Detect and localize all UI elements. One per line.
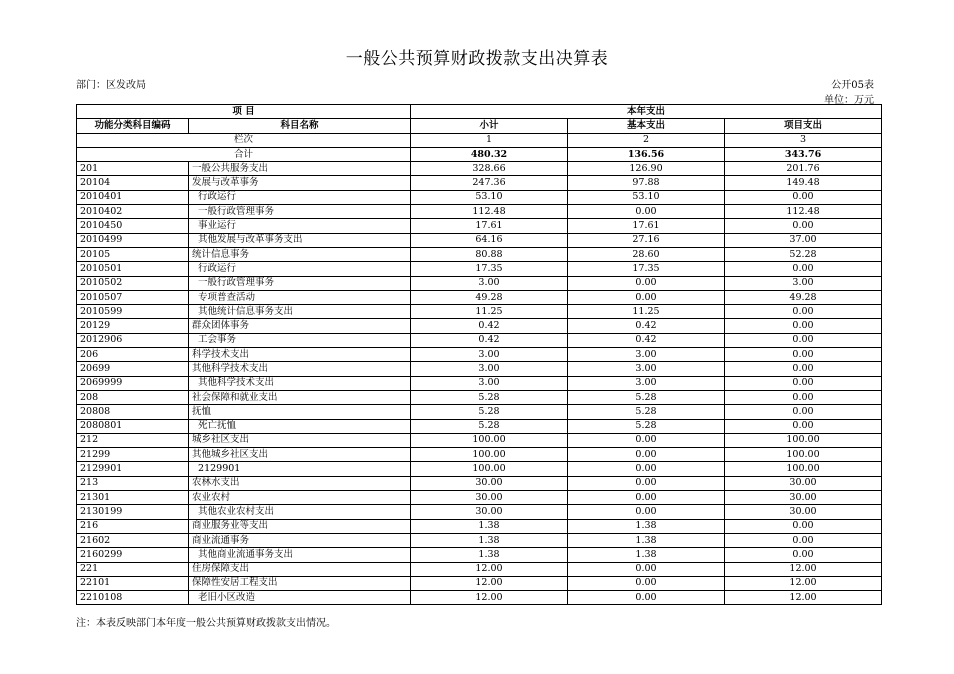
row-basic: 53.10 [568, 190, 725, 204]
row-project: 12.00 [725, 576, 882, 590]
row-project: 112.48 [725, 205, 882, 219]
row-basic: 0.00 [568, 290, 725, 304]
row-basic: 17.35 [568, 262, 725, 276]
footnote: 注：本表反映部门本年度一般公共预算财政拨款支出情况。 [76, 618, 336, 629]
row-code: 221 [77, 562, 189, 576]
row-subtotal: 80.88 [411, 247, 568, 261]
row-subject-name: 事业运行 [189, 219, 411, 233]
current-year-header: 本年支出 [411, 105, 882, 119]
row-subject-name: 统计信息事务 [189, 247, 411, 261]
table-row [77, 505, 882, 519]
row-subtotal: 0.42 [411, 319, 568, 333]
row-project: 149.48 [725, 176, 882, 190]
row-subtotal: 11.25 [411, 305, 568, 319]
row-subject-name: 一般公共服务支出 [189, 162, 411, 176]
row-code: 20808 [77, 405, 189, 419]
row-code: 21602 [77, 533, 189, 547]
department-label: 部门：区发改局 [76, 80, 146, 91]
row-project: 0.00 [725, 519, 882, 533]
row-subtotal: 53.10 [411, 190, 568, 204]
row-code: 2010599 [77, 305, 189, 319]
table-row [77, 305, 882, 319]
row-project: 49.28 [725, 290, 882, 304]
table-row [77, 362, 882, 376]
row-project: 0.00 [725, 262, 882, 276]
row-project: 0.00 [725, 348, 882, 362]
row-basic: 0.00 [568, 505, 725, 519]
col-number-2: 2 [568, 133, 725, 147]
col-number-3: 3 [725, 133, 882, 147]
row-code: 2130199 [77, 505, 189, 519]
row-subtotal: 12.00 [411, 591, 568, 605]
table-row [77, 190, 882, 204]
row-subtotal: 3.00 [411, 376, 568, 390]
row-subtotal: 3.00 [411, 276, 568, 290]
total-project: 343.76 [725, 147, 882, 161]
row-subject-name: 行政运行 [189, 262, 411, 276]
table-row [77, 562, 882, 576]
row-basic: 0.42 [568, 333, 725, 347]
row-basic: 1.38 [568, 533, 725, 547]
row-project: 30.00 [725, 505, 882, 519]
row-code: 2012906 [77, 333, 189, 347]
table-row [77, 333, 882, 347]
row-subtotal: 100.00 [411, 448, 568, 462]
table-row [77, 319, 882, 333]
row-project: 37.00 [725, 233, 882, 247]
row-project: 0.00 [725, 333, 882, 347]
row-basic: 5.28 [568, 419, 725, 433]
row-code: 2069999 [77, 376, 189, 390]
row-subtotal: 100.00 [411, 433, 568, 447]
row-project: 0.00 [725, 405, 882, 419]
row-subject-name: 城乡社区支出 [189, 433, 411, 447]
row-subject-name: 商业服务业等支出 [189, 519, 411, 533]
row-basic: 1.38 [568, 519, 725, 533]
total-basic: 136.56 [568, 147, 725, 161]
table-row [77, 405, 882, 419]
row-subject-name: 其他城乡社区支出 [189, 448, 411, 462]
table-row [77, 548, 882, 562]
table-row [77, 176, 882, 190]
table-row [77, 419, 882, 433]
row-code: 2080801 [77, 419, 189, 433]
row-code: 2129901 [77, 462, 189, 476]
row-project: 0.00 [725, 305, 882, 319]
row-basic: 27.16 [568, 233, 725, 247]
row-subject-name: 其他科学技术支出 [189, 376, 411, 390]
row-subject-name: 其他统计信息事务支出 [189, 305, 411, 319]
row-code: 2010499 [77, 233, 189, 247]
row-code: 206 [77, 348, 189, 362]
row-subtotal: 1.38 [411, 533, 568, 547]
row-code: 2010401 [77, 190, 189, 204]
row-project: 201.76 [725, 162, 882, 176]
row-basic: 0.00 [568, 205, 725, 219]
row-code: 20129 [77, 319, 189, 333]
row-project: 100.00 [725, 462, 882, 476]
row-code: 20104 [77, 176, 189, 190]
row-basic: 3.00 [568, 362, 725, 376]
row-subject-name: 一般行政管理事务 [189, 276, 411, 290]
table-row [77, 262, 882, 276]
row-basic: 0.00 [568, 476, 725, 490]
row-subject-name: 住房保障支出 [189, 562, 411, 576]
row-basic: 3.00 [568, 348, 725, 362]
row-subtotal: 328.66 [411, 162, 568, 176]
row-project: 0.00 [725, 548, 882, 562]
row-subtotal: 30.00 [411, 505, 568, 519]
row-basic: 1.38 [568, 548, 725, 562]
row-project: 0.00 [725, 376, 882, 390]
row-subtotal: 3.00 [411, 348, 568, 362]
row-basic: 3.00 [568, 376, 725, 390]
row-subject-name: 2129901 [189, 462, 411, 476]
total-label: 合计 [77, 147, 411, 161]
table-row [77, 591, 882, 605]
row-subtotal: 112.48 [411, 205, 568, 219]
row-basic: 0.00 [568, 462, 725, 476]
row-code: 213 [77, 476, 189, 490]
row-subtotal: 5.28 [411, 419, 568, 433]
table-row [77, 162, 882, 176]
table-row [77, 219, 882, 233]
row-basic: 97.88 [568, 176, 725, 190]
row-code: 201 [77, 162, 189, 176]
row-subject-name: 商业流通事务 [189, 533, 411, 547]
table-row [77, 433, 882, 447]
row-project: 100.00 [725, 448, 882, 462]
row-project: 0.00 [725, 190, 882, 204]
row-project: 0.00 [725, 362, 882, 376]
table-row [77, 247, 882, 261]
row-subject-name: 科学技术支出 [189, 348, 411, 362]
row-subject-name: 其他科学技术支出 [189, 362, 411, 376]
row-project: 0.00 [725, 219, 882, 233]
row-code: 2160299 [77, 548, 189, 562]
row-subtotal: 49.28 [411, 290, 568, 304]
table-row [77, 376, 882, 390]
row-subject-name: 老旧小区改造 [189, 591, 411, 605]
row-subject-name: 其他发展与改革事务支出 [189, 233, 411, 247]
row-subject-name: 死亡抚恤 [189, 419, 411, 433]
row-project: 12.00 [725, 562, 882, 576]
row-basic: 28.60 [568, 247, 725, 261]
row-subject-name: 农林水支出 [189, 476, 411, 490]
row-project: 3.00 [725, 276, 882, 290]
row-code: 2010507 [77, 290, 189, 304]
row-subject-name: 专项普查活动 [189, 290, 411, 304]
row-subtotal: 0.42 [411, 333, 568, 347]
row-code: 21299 [77, 448, 189, 462]
row-subject-name: 抚恤 [189, 405, 411, 419]
table-row [77, 462, 882, 476]
row-code: 20699 [77, 362, 189, 376]
row-subtotal: 1.38 [411, 548, 568, 562]
row-code: 22101 [77, 576, 189, 590]
subtotal-header: 小计 [411, 119, 568, 133]
row-subtotal: 247.36 [411, 176, 568, 190]
row-project: 12.00 [725, 591, 882, 605]
col-number-1: 1 [411, 133, 568, 147]
table-row [77, 276, 882, 290]
row-basic: 0.00 [568, 591, 725, 605]
row-basic: 126.90 [568, 162, 725, 176]
row-subtotal: 3.00 [411, 362, 568, 376]
project-exp-header: 项目支出 [725, 119, 882, 133]
row-code: 2010450 [77, 219, 189, 233]
row-subtotal: 12.00 [411, 576, 568, 590]
expenditure-table [76, 104, 882, 605]
func-code-header: 功能分类科目编码 [77, 119, 189, 133]
row-code: 2010402 [77, 205, 189, 219]
row-basic: 11.25 [568, 305, 725, 319]
row-project: 0.00 [725, 533, 882, 547]
row-subject-name: 农业农村 [189, 491, 411, 505]
total-subtotal: 480.32 [411, 147, 568, 161]
row-basic: 0.00 [568, 491, 725, 505]
row-code: 212 [77, 433, 189, 447]
row-project: 52.28 [725, 247, 882, 261]
row-subject-name: 其他农业农村支出 [189, 505, 411, 519]
table-row [77, 519, 882, 533]
table-code: 公开05表 [831, 80, 874, 91]
column-label: 栏次 [77, 133, 411, 147]
row-basic: 0.42 [568, 319, 725, 333]
row-code: 20105 [77, 247, 189, 261]
table-row [77, 491, 882, 505]
project-header: 项 目 [77, 105, 411, 119]
row-project: 30.00 [725, 491, 882, 505]
row-basic: 0.00 [568, 276, 725, 290]
row-basic: 0.00 [568, 448, 725, 462]
subject-name-header: 科目名称 [189, 119, 411, 133]
row-code: 208 [77, 390, 189, 404]
row-subject-name: 其他商业流通事务支出 [189, 548, 411, 562]
row-subtotal: 17.61 [411, 219, 568, 233]
row-basic: 5.28 [568, 390, 725, 404]
row-subtotal: 100.00 [411, 462, 568, 476]
row-subtotal: 5.28 [411, 405, 568, 419]
row-subject-name: 发展与改革事务 [189, 176, 411, 190]
row-basic: 0.00 [568, 433, 725, 447]
row-project: 0.00 [725, 390, 882, 404]
row-subtotal: 5.28 [411, 390, 568, 404]
basic-header: 基本支出 [568, 119, 725, 133]
row-subtotal: 17.35 [411, 262, 568, 276]
row-subtotal: 12.00 [411, 562, 568, 576]
table-row [77, 476, 882, 490]
row-code: 2210108 [77, 591, 189, 605]
row-project: 100.00 [725, 433, 882, 447]
unit-label: 单位：万元 [824, 95, 874, 106]
row-subtotal: 64.16 [411, 233, 568, 247]
table-row [77, 233, 882, 247]
row-basic: 17.61 [568, 219, 725, 233]
row-project: 30.00 [725, 476, 882, 490]
row-subject-name: 保障性安居工程支出 [189, 576, 411, 590]
table-row [77, 533, 882, 547]
row-basic: 0.00 [568, 562, 725, 576]
row-code: 2010502 [77, 276, 189, 290]
row-project: 0.00 [725, 419, 882, 433]
row-code: 2010501 [77, 262, 189, 276]
table-row [77, 390, 882, 404]
row-project: 0.00 [725, 319, 882, 333]
row-basic: 5.28 [568, 405, 725, 419]
table-row [77, 290, 882, 304]
table-row [77, 205, 882, 219]
row-basic: 0.00 [568, 576, 725, 590]
row-subject-name: 工会事务 [189, 333, 411, 347]
row-subtotal: 30.00 [411, 491, 568, 505]
row-subtotal: 30.00 [411, 476, 568, 490]
page-title: 一般公共预算财政拨款支出决算表 [345, 49, 609, 69]
row-code: 216 [77, 519, 189, 533]
row-subject-name: 行政运行 [189, 190, 411, 204]
row-subject-name: 社会保障和就业支出 [189, 390, 411, 404]
row-code: 21301 [77, 491, 189, 505]
table-row [77, 576, 882, 590]
row-subtotal: 1.38 [411, 519, 568, 533]
row-subject-name: 一般行政管理事务 [189, 205, 411, 219]
table-row [77, 348, 882, 362]
table-row [77, 448, 882, 462]
row-subject-name: 群众团体事务 [189, 319, 411, 333]
